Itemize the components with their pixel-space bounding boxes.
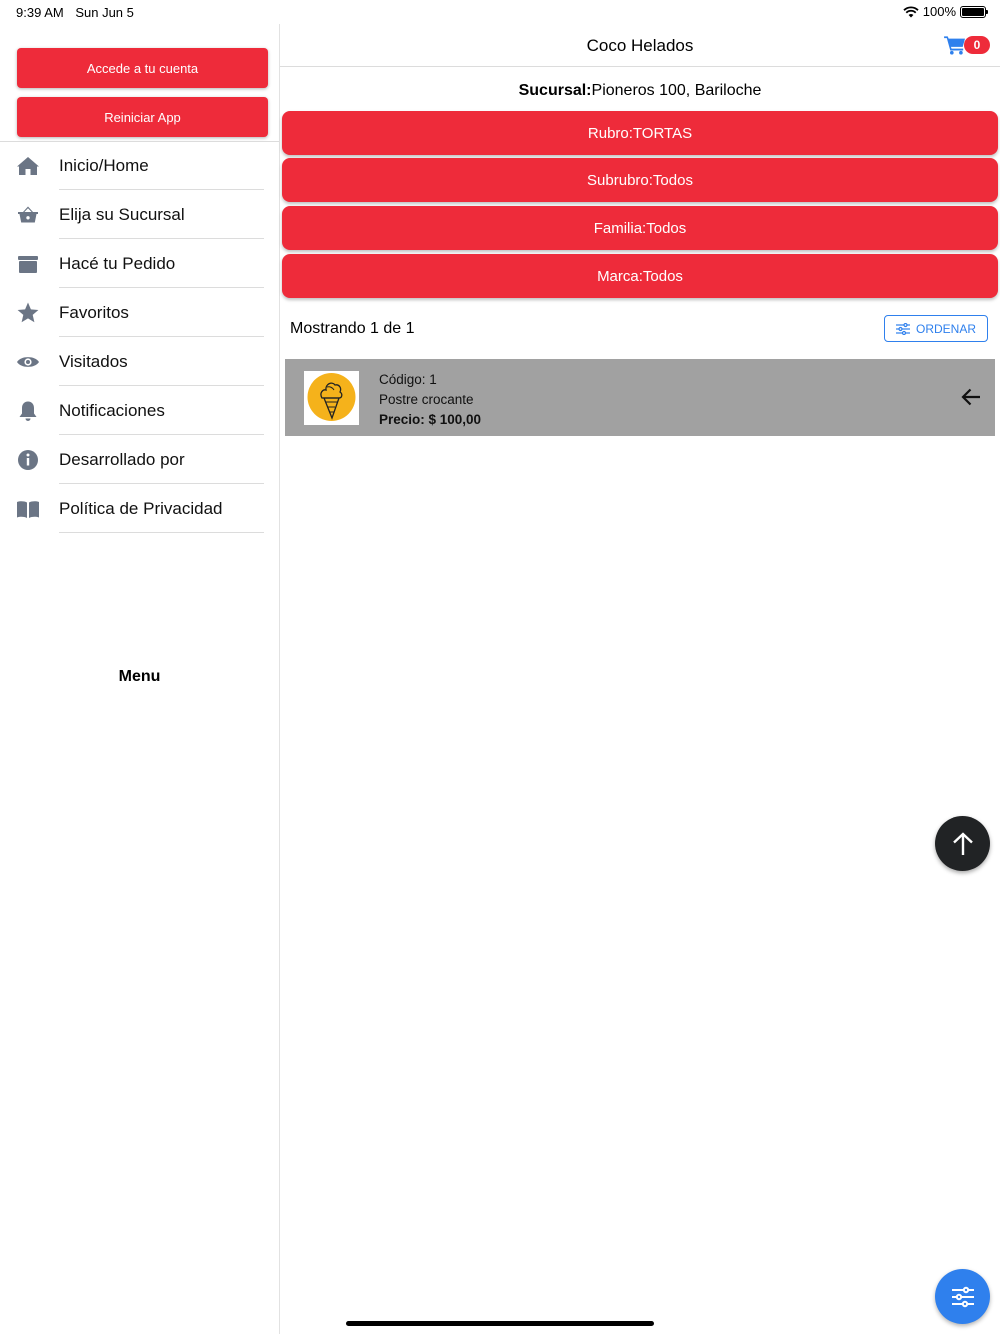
product-info (379, 370, 481, 430)
sidebar-item-visitados[interactable] (0, 337, 279, 386)
sidebar-item-notificaciones[interactable] (0, 386, 279, 435)
page-title: Coco Helados (586, 36, 694, 55)
menu-list (0, 141, 279, 533)
home-indicator (346, 1321, 654, 1326)
order-button-label: ORDENAR (915, 321, 976, 336)
arrow-up-icon (952, 832, 974, 856)
book-icon (16, 497, 40, 521)
product-price: Precio: $ 100,00 (379, 412, 482, 427)
rubro-filter-button[interactable]: Rubro:TORTAS (282, 111, 998, 155)
restart-app-button[interactable]: Reiniciar App (17, 97, 268, 137)
familia-filter-button[interactable]: Familia:Todos (282, 206, 998, 250)
app-header (280, 24, 1000, 67)
sidebar-item-privacidad[interactable] (0, 484, 279, 533)
sidebar-item-favoritos[interactable] (0, 288, 279, 337)
battery-percent: 100% (922, 4, 956, 19)
results-count: Mostrando 1 de 1 (290, 320, 415, 337)
ice-cream-logo-icon (304, 371, 359, 425)
battery-fill (962, 8, 984, 16)
sidebar-item-label: Política de Privacidad (59, 499, 223, 518)
box-icon (16, 252, 40, 276)
sidebar-item-desarrollado[interactable] (0, 435, 279, 484)
login-button[interactable]: Accede a tu cuenta (17, 48, 268, 88)
product-code: Código: 1 (379, 372, 437, 387)
eye-icon (16, 350, 40, 374)
sucursal-value: Pioneros 100, Bariloche (591, 82, 762, 99)
sidebar-item-label: Visitados (59, 352, 128, 371)
star-icon (16, 301, 40, 325)
home-icon (16, 154, 40, 178)
main-panel (280, 24, 1000, 1334)
sidebar-item-pedido[interactable] (0, 239, 279, 288)
sucursal-line (280, 82, 1000, 100)
sidebar-item-home[interactable] (0, 141, 279, 190)
filter-fab-button[interactable] (935, 1269, 990, 1324)
menu-footer-label: Menu (118, 668, 161, 685)
cart-icon (944, 35, 966, 55)
bell-icon (16, 399, 40, 423)
status-left (16, 5, 142, 20)
battery-icon (960, 6, 986, 18)
sucursal-label: Sucursal: (518, 82, 592, 99)
basket-icon (16, 203, 40, 227)
product-name: Postre crocante (379, 392, 474, 407)
sliders-icon (951, 1286, 975, 1308)
sidebar-menu (0, 24, 280, 1334)
product-image (304, 371, 359, 425)
status-time: 9:39 AM (16, 5, 64, 20)
arrow-left-icon[interactable] (961, 388, 981, 406)
sidebar-item-label: Inicio/Home (59, 156, 149, 175)
sidebar-item-label: Desarrollado por (59, 450, 185, 469)
sidebar-item-sucursal[interactable] (0, 190, 279, 239)
status-date: Sun Jun 5 (75, 5, 134, 20)
sidebar-item-label: Notificaciones (59, 401, 165, 420)
order-button[interactable] (884, 315, 988, 342)
menu-divider (59, 532, 264, 533)
status-right (903, 4, 986, 19)
marca-filter-button[interactable]: Marca:Todos (282, 254, 998, 298)
sliders-icon (896, 323, 910, 335)
product-row[interactable] (285, 359, 995, 436)
info-icon (16, 448, 40, 472)
sidebar-item-label: Elija su Sucursal (59, 205, 185, 224)
status-bar (0, 0, 1000, 24)
subrubro-filter-button[interactable]: Subrubro:Todos (282, 158, 998, 202)
sidebar-item-label: Hacé tu Pedido (59, 254, 176, 273)
cart-button[interactable] (944, 35, 990, 55)
wifi-icon (903, 6, 919, 18)
scroll-to-top-button[interactable] (935, 816, 990, 871)
cart-count-badge: 0 (964, 36, 990, 54)
sidebar-item-label: Favoritos (59, 303, 129, 322)
